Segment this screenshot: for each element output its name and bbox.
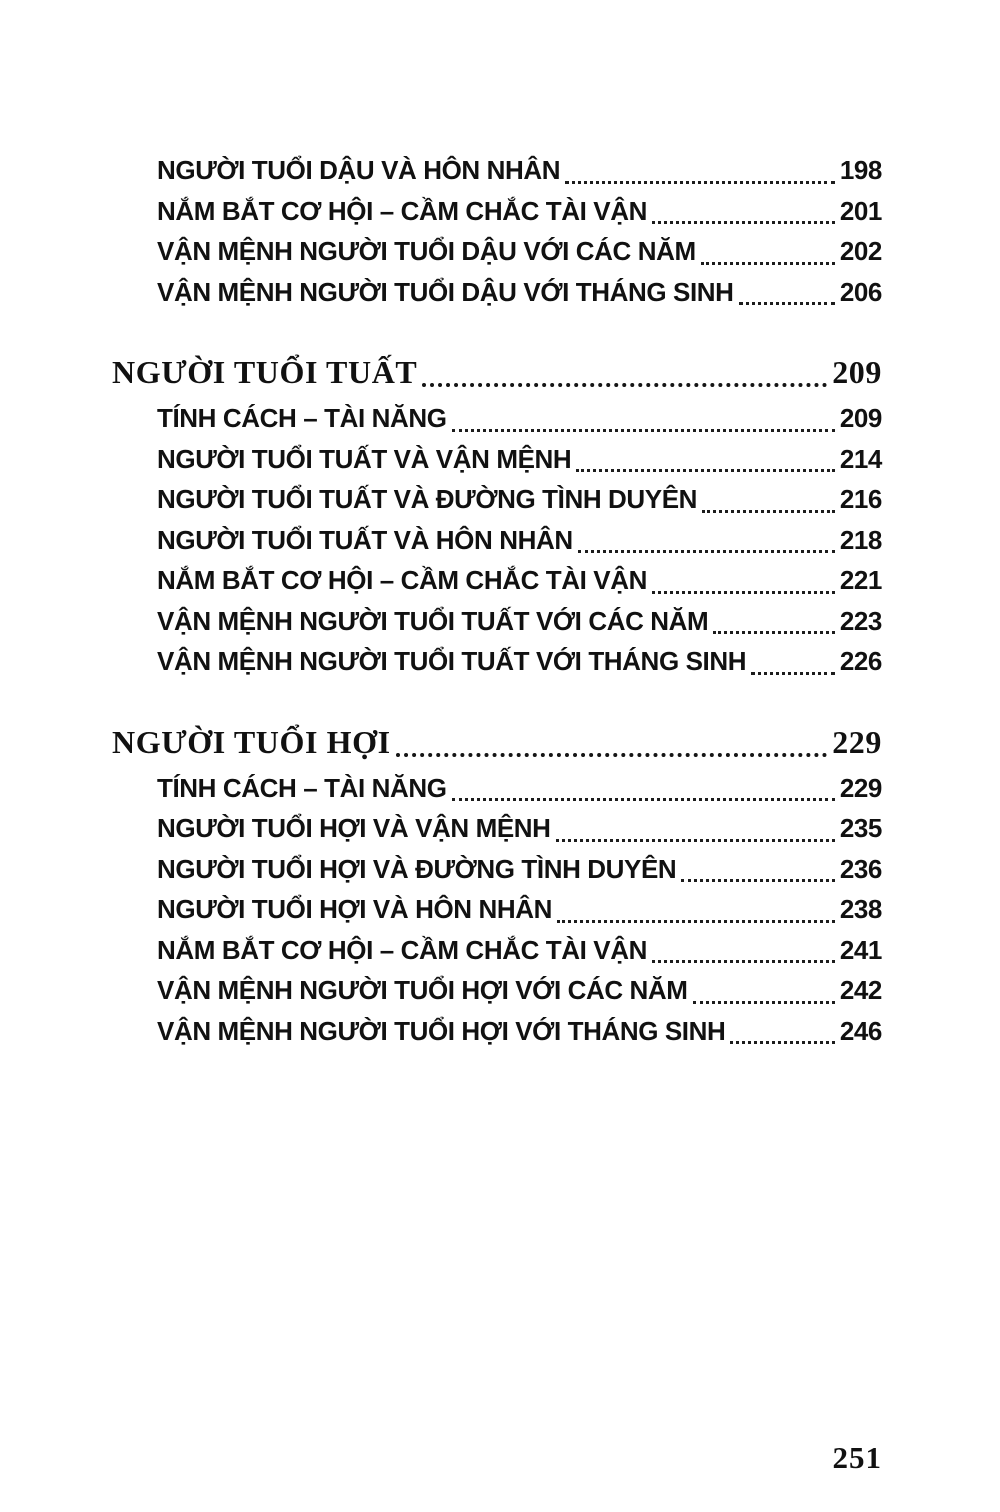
toc-entry-title: VẬN MỆNH NGƯỜI TUỔI TUẤT VỚI THÁNG SINH	[157, 646, 747, 676]
toc-entry	[112, 930, 882, 971]
toc-section-title: NGƯỜI TUỔI TUẤT	[112, 354, 418, 390]
toc-entry-title: VẬN MỆNH NGƯỜI TUỔI HỢI VỚI THÁNG SINH	[157, 1015, 726, 1046]
toc-entry-title: TÍNH CÁCH – TÀI NĂNG	[157, 772, 447, 803]
toc-entry	[112, 150, 882, 191]
toc-entry-page: 229	[839, 772, 882, 803]
toc-entry	[112, 191, 882, 232]
dotted-leader	[422, 383, 827, 387]
dotted-leader	[652, 960, 835, 963]
toc-entry-title: NGƯỜI TUỔI HỢI VÀ HÔN NHÂN	[157, 894, 552, 924]
toc-entry	[112, 398, 882, 439]
dotted-leader	[576, 469, 835, 472]
dotted-leader	[693, 1001, 835, 1004]
toc-entry-page: 241	[839, 934, 882, 965]
toc-entry	[112, 601, 882, 642]
toc-entry-title: NẮM BẮT CƠ HỘI – CẦM CHẮC TÀI VẬN	[157, 565, 647, 595]
toc-section-heading	[112, 348, 882, 396]
toc-entry-title: NẮM BẮT CƠ HỘI – CẦM CHẮC TÀI VẬN	[157, 195, 647, 226]
toc-entry	[112, 272, 882, 313]
dotted-leader	[730, 1041, 834, 1044]
toc-entry-page: 216	[839, 484, 882, 514]
toc-entry-page: 218	[839, 524, 882, 555]
dotted-leader	[713, 631, 835, 634]
dotted-leader	[739, 302, 835, 305]
dotted-leader	[452, 798, 835, 801]
toc-entry-page: 236	[839, 853, 882, 884]
toc-entry-page: 198	[839, 155, 882, 185]
toc-section-page: 229	[832, 723, 882, 760]
toc-entry-page: 242	[839, 975, 882, 1005]
toc-entry	[112, 479, 882, 520]
toc-entry-page: 235	[839, 813, 882, 843]
toc-entry-page: 206	[839, 276, 882, 307]
dotted-leader	[702, 510, 835, 513]
toc-section-title: NGƯỜI TUỔI HỢI	[112, 723, 391, 760]
toc-section	[112, 150, 882, 312]
toc-section-page: 209	[832, 354, 882, 390]
toc-entry-title: NGƯỜI TUỔI HỢI VÀ VẬN MỆNH	[157, 813, 551, 843]
dotted-leader	[681, 879, 835, 882]
toc-entry	[112, 1011, 882, 1052]
toc-entry-title: VẬN MỆNH NGƯỜI TUỔI DẬU VỚI CÁC NĂM	[157, 236, 696, 266]
page-number: 251	[832, 1440, 882, 1475]
toc-entry-page: 214	[839, 443, 882, 474]
toc-entry	[112, 560, 882, 601]
toc-entry-page: 223	[839, 605, 882, 636]
toc-entry-page: 201	[839, 195, 882, 226]
toc-entry-page: 209	[839, 403, 882, 433]
toc-entry-page: 221	[839, 565, 882, 595]
dotted-leader	[701, 262, 835, 265]
toc-entry-title: NGƯỜI TUỔI HỢI VÀ ĐƯỜNG TÌNH DUYÊN	[157, 853, 677, 884]
toc-entry-page: 246	[839, 1015, 882, 1046]
dotted-leader	[565, 181, 835, 184]
toc-entry-page: 226	[839, 646, 882, 676]
toc-entry-title: NGƯỜI TUỔI TUẤT VÀ VẬN MỆNH	[157, 443, 572, 474]
dotted-leader	[452, 429, 835, 432]
dotted-leader	[652, 591, 835, 594]
toc-entry	[112, 808, 882, 849]
dotted-leader	[751, 672, 835, 675]
toc-entry	[112, 641, 882, 682]
toc-entry-title: NGƯỜI TUỔI TUẤT VÀ HÔN NHÂN	[157, 524, 573, 555]
toc-entry	[112, 889, 882, 930]
toc-entry-title: TÍNH CÁCH – TÀI NĂNG	[157, 403, 447, 433]
toc-section	[112, 718, 882, 1052]
toc-entry-title: NẮM BẮT CƠ HỘI – CẦM CHẮC TÀI VẬN	[157, 934, 647, 965]
toc-section	[112, 348, 882, 682]
toc-entry	[112, 849, 882, 890]
toc-entry	[112, 439, 882, 480]
toc-entry	[112, 768, 882, 809]
toc-entry	[112, 520, 882, 561]
dotted-leader	[652, 221, 835, 224]
dotted-leader	[578, 550, 835, 553]
toc-entry-page: 238	[839, 894, 882, 924]
dotted-leader	[396, 753, 828, 757]
toc-section-heading	[112, 718, 882, 766]
toc-page	[112, 150, 882, 1051]
dotted-leader	[557, 920, 835, 923]
toc-entry-title: NGƯỜI TUỔI TUẤT VÀ ĐƯỜNG TÌNH DUYÊN	[157, 484, 698, 514]
dotted-leader	[556, 839, 835, 842]
toc-entry-title: VẬN MỆNH NGƯỜI TUỔI DẬU VỚI THÁNG SINH	[157, 276, 734, 307]
toc-entry-title: NGƯỜI TUỔI DẬU VÀ HÔN NHÂN	[157, 155, 561, 185]
toc-entry	[112, 970, 882, 1011]
toc-entry	[112, 231, 882, 272]
toc-entry-title: VẬN MỆNH NGƯỜI TUỔI TUẤT VỚI CÁC NĂM	[157, 605, 709, 636]
toc-entry-title: VẬN MỆNH NGƯỜI TUỔI HỢI VỚI CÁC NĂM	[157, 975, 688, 1005]
toc-entry-page: 202	[839, 236, 882, 266]
